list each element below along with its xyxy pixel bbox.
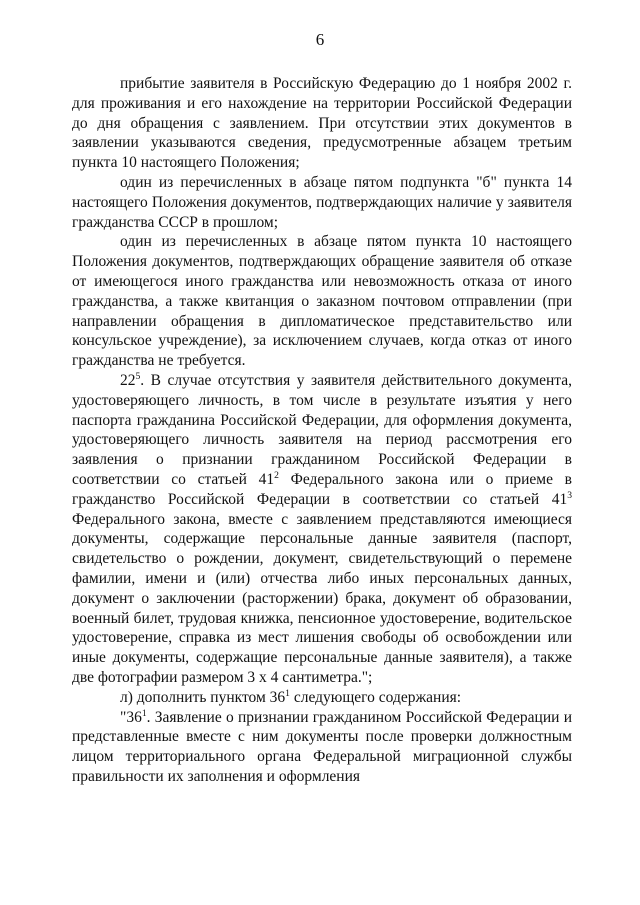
paragraph-text: прибытие заявителя в Российскую Федерацию до 1 ноября 2002 г. для проживания и его нахождение на территории Российской Федерации до дня обращения с заявлением. При отсутствии этих документов в заявлении указываются сведения, предусмотренные абзацем третьим пункта 10 настоящего Положения; (72, 75, 572, 172)
paragraph-text: . Заявление о признании гражданином Российской Федерации и представленные вместе с ним документы после проверки должностным лицом территориального органа Федеральной миграционной службы правильности их заполнения и оформления (72, 708, 572, 785)
paragraph-arrival-documents (72, 74, 572, 173)
article-superscript: 3 (567, 489, 572, 501)
paragraph-ussr-citizenship (72, 173, 572, 232)
paragraph-renunciation (72, 232, 572, 371)
clause-superscript: 1 (285, 687, 290, 699)
clause-superscript: 5 (135, 370, 141, 382)
paragraph-subclause-l (72, 688, 572, 708)
clause-number: 22 (120, 371, 136, 389)
paragraph-text: . В случае отсутствия у заявителя действительного документа, удостоверяющего личность, в том числе в результате изъятия у него паспорта гражданина Российской Федерации, для оформления документа, удостоверяющего личность заявителя на период рассмотрения его заявления о признании гражданином Российской Федерации в соответствии со статьей 41 (72, 371, 572, 488)
paragraph-text: один из перечисленных в абзаце пятом пункта 10 настоящего Положения документов, подтверждающих обращение заявителя об отказе от имеющегося иного гражданства или невозможность отказа от иного гражданства, а также квитанция о заказном почтовом отправлении (при направлении обращения в дипломатическое представительство или консульское учреждение), за исключением случаев, когда отказ от иного гражданства не требуется. (72, 233, 572, 370)
paragraph-clause-36-1 (72, 708, 572, 787)
paragraph-text: следующего содержания: (289, 688, 462, 706)
paragraph-clause-22-5 (72, 371, 572, 688)
paragraph-text: л) дополнить пунктом 36 (120, 688, 286, 706)
paragraph-text: Федерального закона, вместе с заявлением представляются имеющиеся документы, содержащие персональные данные заявителя (паспорт, свидетельство о рождении, документ, свидетельствующий о перемене фамилии, имени и (или) отчества либо иных персональных данных, документ о заключении (расторжении) брака, документ об образовании, военный билет, трудовая книжка, пенсионное удостоверение, водительское удостоверение, справка из мест лишения свободы об освобождении или иные документы, содержащие персональные данные заявителя), а также две фотографии размером 3 х 4 сантиметра."; (72, 510, 572, 686)
paragraph-text: Федерального закона или о приеме в гражданство Российской Федерации в соответствии со статьей 41 (72, 470, 572, 508)
clause-superscript: 1 (141, 707, 147, 719)
document-body (72, 74, 572, 787)
paragraph-text: один из перечисленных в абзаце пятом подпункта "б" пункта 14 настоящего Положения документов, подтверждающих наличие у заявителя гражданства СССР в прошлом; (72, 173, 572, 231)
clause-number: "36 (120, 708, 142, 726)
article-superscript: 2 (274, 469, 279, 481)
page-number: 6 (315, 30, 325, 49)
